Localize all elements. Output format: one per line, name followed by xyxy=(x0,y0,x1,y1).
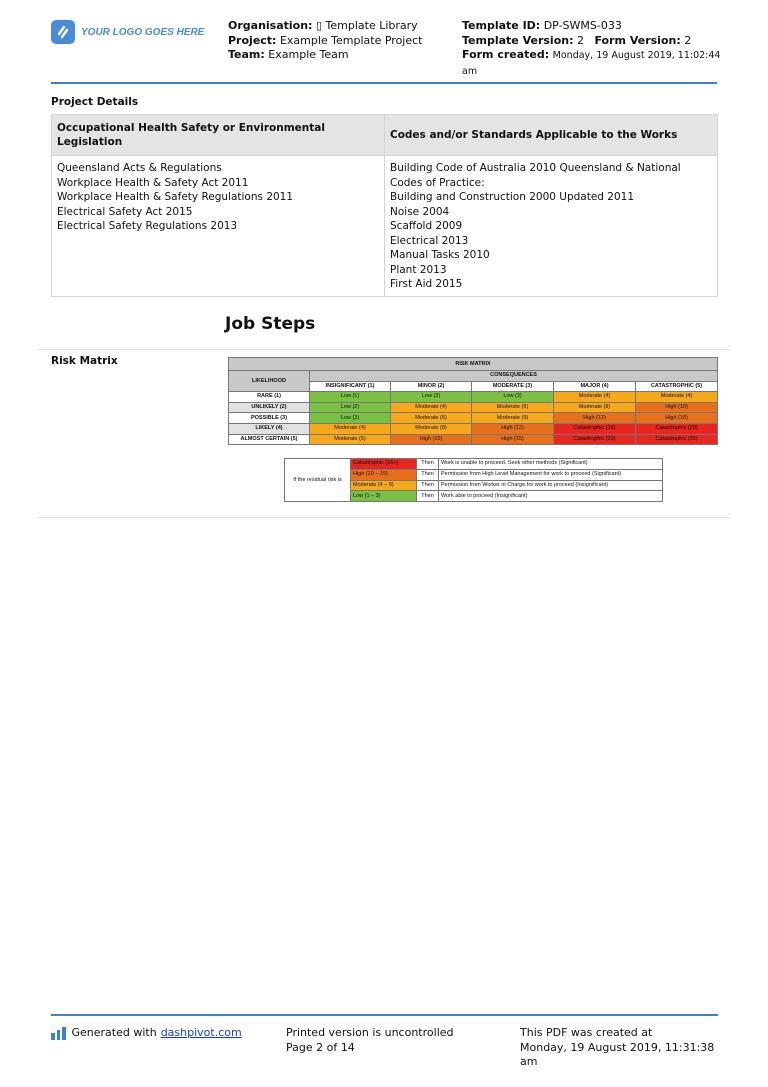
section-title-project-details: Project Details xyxy=(51,96,139,108)
project-label: Project: xyxy=(228,33,277,47)
consequence-header: CATASTROPHIC (5) xyxy=(636,381,718,392)
risk-rating-cell: Low (3) xyxy=(310,413,391,424)
risk-rating-cell: High (10) xyxy=(636,402,718,413)
dashpivot-link[interactable]: dashpivot.com xyxy=(160,1026,242,1039)
risk-rating-cell: Moderate (8) xyxy=(391,423,472,434)
footer-created-info xyxy=(520,1026,720,1070)
header-template-info xyxy=(462,19,722,79)
template-id-label: Template ID: xyxy=(462,19,541,32)
risk-rating-cell: Moderate (5) xyxy=(310,434,391,445)
risk-matrix-table xyxy=(228,357,718,445)
footer-generated xyxy=(51,1026,242,1041)
risk-matrix-row xyxy=(229,413,718,424)
codes-line: Plant 2013 xyxy=(390,263,447,276)
section-divider xyxy=(37,349,732,350)
likelihood-cell: POSSIBLE (3) xyxy=(229,413,310,424)
organisation-label: Organisation: xyxy=(228,19,313,32)
project-value: Example Template Project xyxy=(279,33,423,47)
risk-rating-cell: Moderate (6) xyxy=(391,413,472,424)
risk-matrix-row xyxy=(229,434,718,445)
risk-rating-cell: Low (2) xyxy=(391,392,472,403)
codes-line: Noise 2004 xyxy=(390,205,450,218)
legislation-header: Occupational Health Safety or Environmental Legislation xyxy=(52,115,385,156)
residual-lead-text: If the residual risk is xyxy=(285,459,351,502)
risk-rating-cell: Catastrophic (25) xyxy=(636,434,718,445)
team-value: Example Team xyxy=(268,48,349,61)
form-created-value: Monday, 19 August 2019, 11:02:44 am xyxy=(462,50,721,77)
residual-action-cell: Permission from Worker in Charge for work to proceed (Insignificant) xyxy=(439,480,663,491)
header-project-info xyxy=(228,19,453,63)
logo-icon xyxy=(51,20,75,44)
residual-level-cell: Low (1 – 3) xyxy=(351,491,417,502)
logo-text: YOUR LOGO GOES HERE xyxy=(81,26,205,38)
risk-rating-cell: Moderate (4) xyxy=(391,402,472,413)
section-divider xyxy=(37,517,732,518)
legislation-cell xyxy=(52,156,385,297)
form-created-label: Form created: xyxy=(462,48,550,61)
pdf-created-label: This PDF was created at xyxy=(520,1026,653,1039)
risk-rating-cell: Catastrophic (20) xyxy=(636,423,718,434)
job-steps-title: Job Steps xyxy=(225,314,316,334)
residual-risk-table xyxy=(284,458,663,502)
legislation-line: Workplace Health & Safety Act 2011 xyxy=(57,176,249,189)
risk-rating-cell: High (15) xyxy=(472,434,554,445)
form-version-value: 2 xyxy=(684,33,692,47)
residual-level-cell: Moderate (4 – 9) xyxy=(351,480,417,491)
residual-risk-row xyxy=(285,459,663,470)
consequence-header: MAJOR (4) xyxy=(554,381,636,392)
codes-line: Building Code of Australia 2010 Queensland & National Codes of Practice: xyxy=(390,162,681,189)
risk-rating-cell: Moderate (8) xyxy=(554,402,636,413)
form-version-label: Form Version: xyxy=(594,33,681,47)
page-number: Page 2 of 14 xyxy=(286,1040,355,1054)
risk-rating-cell: High (12) xyxy=(472,423,554,434)
codes-line: Electrical 2013 xyxy=(390,234,469,247)
generated-with-text: Generated with xyxy=(71,1026,157,1039)
risk-matrix-title: RISK MATRIX xyxy=(229,358,718,371)
residual-level-cell: High (10 – 15) xyxy=(351,469,417,480)
team-label: Team: xyxy=(228,48,265,61)
likelihood-cell: ALMOST CERTAIN (5) xyxy=(229,434,310,445)
template-version-label: Template Version: xyxy=(462,33,574,47)
risk-rating-cell: High (12) xyxy=(554,413,636,424)
consequences-header: CONSEQUENCES xyxy=(310,371,718,382)
footer-divider xyxy=(51,1014,718,1016)
residual-then-cell: Then xyxy=(417,480,439,491)
dashpivot-logo-icon xyxy=(51,1027,66,1040)
risk-rating-cell: Catastrophic (16) xyxy=(554,423,636,434)
risk-rating-cell: Low (1) xyxy=(310,392,391,403)
risk-rating-cell: Moderate (4) xyxy=(554,392,636,403)
footer-print-info xyxy=(286,1026,454,1055)
codes-line: Manual Tasks 2010 xyxy=(390,249,490,261)
company-logo xyxy=(51,20,204,44)
residual-then-cell: Then xyxy=(417,459,439,470)
project-details-table xyxy=(51,114,718,297)
codes-line: First Aid 2015 xyxy=(390,278,463,290)
consequence-header: INSIGNIFICANT (1) xyxy=(310,381,391,392)
likelihood-cell: LIKELY (4) xyxy=(229,423,310,434)
pdf-created-date: Monday, 19 August 2019, 11:31:38 am xyxy=(520,1040,715,1068)
risk-rating-cell: Catastrophic (20) xyxy=(554,434,636,445)
residual-action-cell: Work able to proceed (Insignificant) xyxy=(439,491,663,502)
likelihood-header: LIKELIHOOD xyxy=(229,371,310,392)
codes-cell xyxy=(385,156,718,297)
likelihood-cell: RARE (1) xyxy=(229,392,310,403)
risk-matrix-row xyxy=(229,423,718,434)
consequence-header: MINOR (2) xyxy=(391,381,472,392)
risk-rating-cell: Moderate (6) xyxy=(472,402,554,413)
codes-header: Codes and/or Standards Applicable to the Works xyxy=(385,115,718,156)
risk-rating-cell: Moderate (9) xyxy=(472,413,554,424)
legislation-line: Queensland Acts & Regulations xyxy=(57,162,222,174)
residual-then-cell: Then xyxy=(417,469,439,480)
consequence-header: MODERATE (3) xyxy=(472,381,554,392)
codes-line: Building and Construction 2000 Updated 2011 xyxy=(390,191,635,203)
risk-rating-cell: Moderate (4) xyxy=(636,392,718,403)
uncontrolled-note: Printed version is uncontrolled xyxy=(286,1026,454,1039)
risk-rating-cell: High (10) xyxy=(391,434,472,445)
risk-matrix-label: Risk Matrix xyxy=(51,355,118,367)
risk-matrix-row xyxy=(229,392,718,403)
legislation-line: Workplace Health & Safety Regulations 2011 xyxy=(57,191,294,203)
likelihood-cell: UNLIKELY (2) xyxy=(229,402,310,413)
organisation-value: ▯ Template Library xyxy=(315,19,418,32)
legislation-line: Electrical Safety Regulations 2013 xyxy=(57,220,238,232)
residual-action-cell: Permission from High Level Management for work to proceed (Significant) xyxy=(439,469,663,480)
codes-line: Scaffold 2009 xyxy=(390,220,463,232)
residual-then-cell: Then xyxy=(417,491,439,502)
risk-rating-cell: Moderate (4) xyxy=(310,423,391,434)
residual-action-cell: Work is unable to proceed. Seek other methods (Significant) xyxy=(439,459,663,470)
risk-matrix-row xyxy=(229,402,718,413)
residual-level-cell: Catastrophic (16+) xyxy=(351,459,417,470)
legislation-line: Electrical Safety Act 2015 xyxy=(57,205,193,218)
risk-rating-cell: High (15) xyxy=(636,413,718,424)
risk-rating-cell: Low (3) xyxy=(472,392,554,403)
header-divider xyxy=(51,82,717,84)
risk-rating-cell: Low (2) xyxy=(310,402,391,413)
template-id-value: DP-SWMS-033 xyxy=(543,19,622,32)
template-version-value: 2 xyxy=(576,33,584,47)
